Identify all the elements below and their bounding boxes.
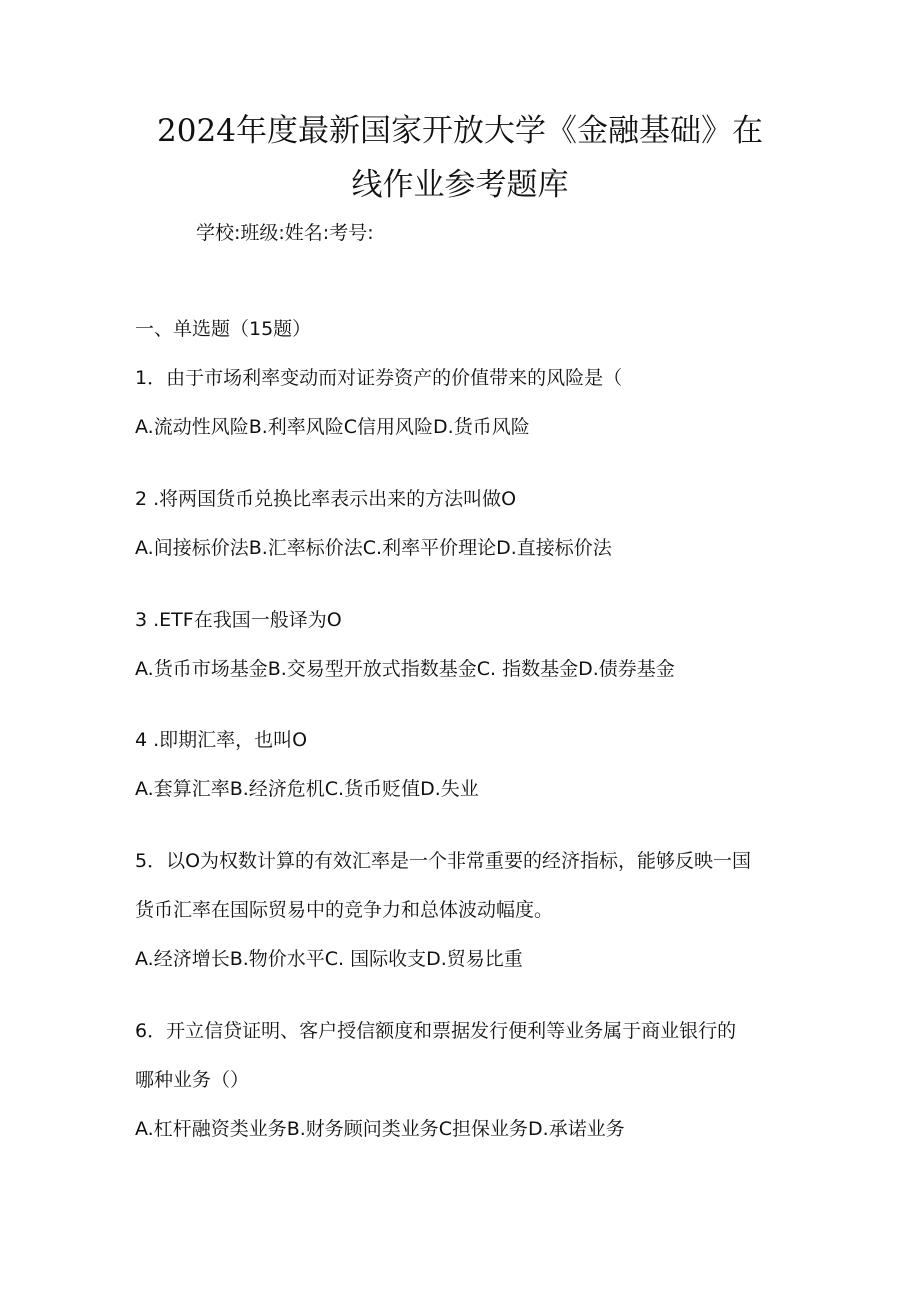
title-line-2: 线作业参考题库 [351, 167, 569, 203]
question-6-stem-line-2: 哪种业务（） [135, 1069, 250, 1091]
question-2-options: A.间接标价法B.汇率标价法C.利率平价理论D.直接标价法 [135, 537, 612, 559]
question-5-options: A.经济增长B.物价水平C. 国际收支D.贸易比重 [135, 948, 523, 970]
document-title [0, 104, 920, 212]
question-5-stem-line-2: 货币汇率在国际贸易中的竞争力和总体波动幅度。 [135, 899, 554, 921]
question-4-options: A.套算汇率B.经济危机C.货币贬值D.失业 [135, 778, 479, 800]
question-4-stem: 4 .即期汇率，也叫O [135, 729, 308, 751]
question-6-options: A.杠杆融资类业务B.财务顾问类业务C担保业务D.承诺业务 [135, 1118, 625, 1140]
school-info-line: 学校:班级:姓名:考号: [196, 222, 374, 244]
question-5-stem-line-1: 5．以O为权数计算的有效汇率是一个非常重要的经济指标，能够反映一国 [135, 850, 752, 872]
question-3-stem: 3 .ETF在我国一般译为O [135, 609, 342, 631]
question-2-stem: 2 .将两国货币兑换比率表示出来的方法叫做O [135, 488, 517, 510]
question-1-options: A.流动性风险B.利率风险C信用风险D.货币风险 [135, 416, 530, 438]
title-line-1: 2024年度最新国家开放大学《金融基础》在 [157, 113, 763, 149]
question-1-stem: 1．由于市场利率变动而对证券资产的价值带来的风险是（ [135, 367, 623, 389]
question-3-options: A.货币市场基金B.交易型开放式指数基金C. 指数基金D.债券基金 [135, 658, 675, 680]
question-6-stem-line-1: 6．开立信贷证明、客户授信额度和票据发行便利等业务属于商业银行的 [135, 1020, 737, 1042]
section-heading: 一、单选题（15题） [135, 318, 312, 340]
